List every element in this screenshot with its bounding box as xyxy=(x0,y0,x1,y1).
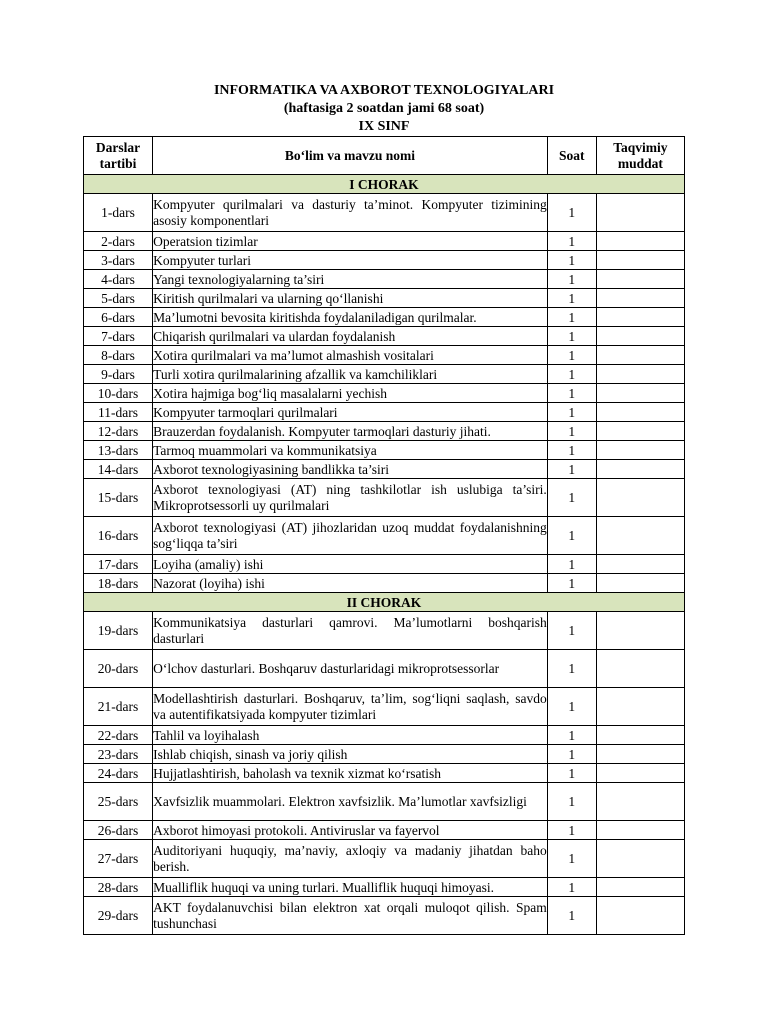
lesson-hours: 1 xyxy=(547,308,596,327)
table-row xyxy=(84,403,685,422)
lesson-hours: 1 xyxy=(547,441,596,460)
lesson-topic: Nazorat (loyiha) ishi xyxy=(153,574,548,593)
lesson-topic: Turli xotira qurilmalarining afzallik va kamchiliklari xyxy=(153,365,548,384)
lesson-number: 21-dars xyxy=(84,688,153,726)
table-row xyxy=(84,289,685,308)
table-row xyxy=(84,422,685,441)
lesson-hours: 1 xyxy=(547,403,596,422)
table-row xyxy=(84,878,685,897)
lesson-schedule-date xyxy=(596,897,684,935)
table-row xyxy=(84,270,685,289)
table-row xyxy=(84,346,685,365)
lesson-schedule-date xyxy=(596,517,684,555)
table-row xyxy=(84,821,685,840)
lesson-topic: Modellashtirish dasturlari. Boshqaruv, ta’lim, sog‘liqni saqlash, savdo va autentifikatsiyada kompyuter tizimlari xyxy=(153,688,548,726)
lesson-topic: Mualliflik huquqi va uning turlari. Mualliflik huquqi himoyasi. xyxy=(153,878,548,897)
lesson-number: 8-dars xyxy=(84,346,153,365)
lesson-schedule-date xyxy=(596,650,684,688)
lesson-schedule-date xyxy=(596,878,684,897)
lesson-topic: Axborot texnologiyasi (AT) jihozlaridan uzoq muddat foydalanishning sog‘liqqa ta’siri xyxy=(153,517,548,555)
lesson-schedule-date xyxy=(596,460,684,479)
lesson-number: 5-dars xyxy=(84,289,153,308)
lesson-topic: Chiqarish qurilmalari va ulardan foydalanish xyxy=(153,327,548,346)
lesson-number: 27-dars xyxy=(84,840,153,878)
lesson-number: 29-dars xyxy=(84,897,153,935)
lesson-number: 19-dars xyxy=(84,612,153,650)
lesson-hours: 1 xyxy=(547,517,596,555)
lesson-number: 3-dars xyxy=(84,251,153,270)
lesson-schedule-date xyxy=(596,422,684,441)
grade-label: IX SINF xyxy=(358,119,410,134)
lesson-schedule-date xyxy=(596,403,684,422)
lesson-topic: Kompyuter qurilmalari va dasturiy ta’minot. Kompyuter tizimining asosiy komponentlari xyxy=(153,194,548,232)
lesson-hours: 1 xyxy=(547,251,596,270)
lesson-hours: 1 xyxy=(547,346,596,365)
lesson-topic: Kommunikatsiya dasturlari qamrovi. Ma’lumotlarni boshqarish dasturlari xyxy=(153,612,548,650)
table-row xyxy=(84,194,685,232)
lesson-topic: Loyiha (amaliy) ishi xyxy=(153,555,548,574)
lesson-number: 24-dars xyxy=(84,764,153,783)
table-row xyxy=(84,365,685,384)
lesson-hours: 1 xyxy=(547,650,596,688)
table-row xyxy=(84,726,685,745)
lesson-number: 4-dars xyxy=(84,270,153,289)
lesson-topic: Kompyuter turlari xyxy=(153,251,548,270)
lesson-hours: 1 xyxy=(547,422,596,441)
lesson-number: 9-dars xyxy=(84,365,153,384)
lesson-hours: 1 xyxy=(547,460,596,479)
lesson-hours: 1 xyxy=(547,327,596,346)
lesson-hours: 1 xyxy=(547,688,596,726)
lesson-hours: 1 xyxy=(547,289,596,308)
lesson-hours: 1 xyxy=(547,821,596,840)
lesson-schedule-date xyxy=(596,289,684,308)
lesson-number: 1-dars xyxy=(84,194,153,232)
lesson-topic: Ishlab chiqish, sinash va joriy qilish xyxy=(153,745,548,764)
lesson-hours: 1 xyxy=(547,479,596,517)
lesson-number: 12-dars xyxy=(84,422,153,441)
lesson-schedule-date xyxy=(596,346,684,365)
column-header-hours: Soat xyxy=(547,137,596,175)
lesson-schedule-date xyxy=(596,745,684,764)
lesson-schedule-date xyxy=(596,194,684,232)
lesson-topic: Auditoriyani huquqiy, ma’naviy, axloqiy va madaniy jihatdan baho berish. xyxy=(153,840,548,878)
table-row xyxy=(84,460,685,479)
document-subtitle: (haftasiga 2 soatdan jami 68 soat) xyxy=(283,101,485,116)
lesson-topic: Kompyuter tarmoqlari qurilmalari xyxy=(153,403,548,422)
lesson-schedule-date xyxy=(596,327,684,346)
lesson-schedule-date xyxy=(596,232,684,251)
lesson-topic: O‘lchov dasturlari. Boshqaruv dasturlaridagi mikroprotsessorlar xyxy=(153,650,548,688)
lesson-hours: 1 xyxy=(547,232,596,251)
table-row xyxy=(84,232,685,251)
table-row xyxy=(84,897,685,935)
table-row xyxy=(84,840,685,878)
lesson-number: 2-dars xyxy=(84,232,153,251)
lesson-schedule-date xyxy=(596,783,684,821)
table-row xyxy=(84,612,685,650)
lesson-number: 16-dars xyxy=(84,517,153,555)
lesson-topic: Ma’lumotni bevosita kiritishda foydalaniladigan qurilmalar. xyxy=(153,308,548,327)
table-row xyxy=(84,251,685,270)
document-header xyxy=(0,82,768,136)
lesson-hours: 1 xyxy=(547,270,596,289)
section-row xyxy=(84,175,685,194)
lesson-number: 18-dars xyxy=(84,574,153,593)
lesson-schedule-date xyxy=(596,726,684,745)
lesson-hours: 1 xyxy=(547,365,596,384)
lesson-topic: Hujjatlashtirish, baholash va texnik xizmat ko‘rsatish xyxy=(153,764,548,783)
lesson-schedule-date xyxy=(596,688,684,726)
table-row xyxy=(84,479,685,517)
section-title: II CHORAK xyxy=(84,593,685,612)
lesson-schedule-date xyxy=(596,251,684,270)
lesson-topic: Xotira qurilmalari va ma’lumot almashish vositalari xyxy=(153,346,548,365)
lesson-schedule-date xyxy=(596,441,684,460)
lesson-hours: 1 xyxy=(547,897,596,935)
lesson-topic: Brauzerdan foydalanish. Kompyuter tarmoqlari dasturiy jihati. xyxy=(153,422,548,441)
column-header-topic: Bo‘lim va mavzu nomi xyxy=(153,137,548,175)
lesson-hours: 1 xyxy=(547,726,596,745)
lesson-schedule-date xyxy=(596,612,684,650)
table-row xyxy=(84,764,685,783)
lesson-topic: Kiritish qurilmalari va ularning qo‘llanishi xyxy=(153,289,548,308)
lesson-topic: Axborot texnologiyasining bandlikka ta’siri xyxy=(153,460,548,479)
table-row xyxy=(84,327,685,346)
lesson-topic: Tarmoq muammolari va kommunikatsiya xyxy=(153,441,548,460)
lesson-schedule-date xyxy=(596,840,684,878)
lesson-number: 10-dars xyxy=(84,384,153,403)
column-header-order: Darslar tartibi xyxy=(84,137,153,175)
lesson-number: 28-dars xyxy=(84,878,153,897)
lesson-number: 22-dars xyxy=(84,726,153,745)
table-row xyxy=(84,745,685,764)
table-row xyxy=(84,555,685,574)
lesson-number: 7-dars xyxy=(84,327,153,346)
lesson-number: 11-dars xyxy=(84,403,153,422)
lesson-schedule-date xyxy=(596,821,684,840)
lesson-schedule-date xyxy=(596,555,684,574)
lesson-hours: 1 xyxy=(547,745,596,764)
lesson-number: 6-dars xyxy=(84,308,153,327)
lesson-schedule-date xyxy=(596,308,684,327)
table-header-row xyxy=(84,137,685,175)
lesson-hours: 1 xyxy=(547,612,596,650)
lesson-hours: 1 xyxy=(547,878,596,897)
column-header-schedule: Taqvimiy muddat xyxy=(596,137,684,175)
lesson-number: 23-dars xyxy=(84,745,153,764)
lesson-schedule-date xyxy=(596,384,684,403)
lesson-topic: Axborot texnologiyasi (AT) ning tashkilotlar ish uslubiga ta’siri. Mikroprotsessorli uy qurilmalari xyxy=(153,479,548,517)
lesson-number: 17-dars xyxy=(84,555,153,574)
table-row xyxy=(84,574,685,593)
lesson-hours: 1 xyxy=(547,840,596,878)
lesson-number: 26-dars xyxy=(84,821,153,840)
lesson-number: 13-dars xyxy=(84,441,153,460)
lesson-topic: Yangi texnologiyalarning ta’siri xyxy=(153,270,548,289)
lesson-schedule-date xyxy=(596,365,684,384)
table-row xyxy=(84,441,685,460)
lesson-topic: Xotira hajmiga bog‘liq masalalarni yechish xyxy=(153,384,548,403)
lesson-hours: 1 xyxy=(547,764,596,783)
lesson-schedule-date xyxy=(596,574,684,593)
lesson-hours: 1 xyxy=(547,194,596,232)
lesson-number: 25-dars xyxy=(84,783,153,821)
table-row xyxy=(84,688,685,726)
table-row xyxy=(84,384,685,403)
lesson-schedule-date xyxy=(596,764,684,783)
lesson-topic: Xavfsizlik muammolari. Elektron xavfsizlik. Ma’lumotlar xavfsizligi xyxy=(153,783,548,821)
lesson-hours: 1 xyxy=(547,384,596,403)
lesson-number: 14-dars xyxy=(84,460,153,479)
table-row xyxy=(84,308,685,327)
document-title: INFORMATIKA VA AXBOROT TEXNOLOGIYALARI xyxy=(213,83,555,98)
lesson-number: 20-dars xyxy=(84,650,153,688)
lesson-schedule-date xyxy=(596,270,684,289)
lesson-topic: Tahlil va loyihalash xyxy=(153,726,548,745)
lesson-topic: Operatsion tizimlar xyxy=(153,232,548,251)
lesson-hours: 1 xyxy=(547,555,596,574)
lesson-hours: 1 xyxy=(547,783,596,821)
table-body xyxy=(84,175,685,935)
table-row xyxy=(84,650,685,688)
lesson-hours: 1 xyxy=(547,574,596,593)
lesson-schedule-date xyxy=(596,479,684,517)
lesson-topic: AKT foydalanuvchisi bilan elektron xat orqali muloqot qilish. Spam tushunchasi xyxy=(153,897,548,935)
table-row xyxy=(84,517,685,555)
table-row xyxy=(84,783,685,821)
section-title: I CHORAK xyxy=(84,175,685,194)
lesson-topic: Axborot himoyasi protokoli. Antiviruslar va fayervol xyxy=(153,821,548,840)
lesson-number: 15-dars xyxy=(84,479,153,517)
lesson-plan-table xyxy=(83,136,685,935)
section-row xyxy=(84,593,685,612)
